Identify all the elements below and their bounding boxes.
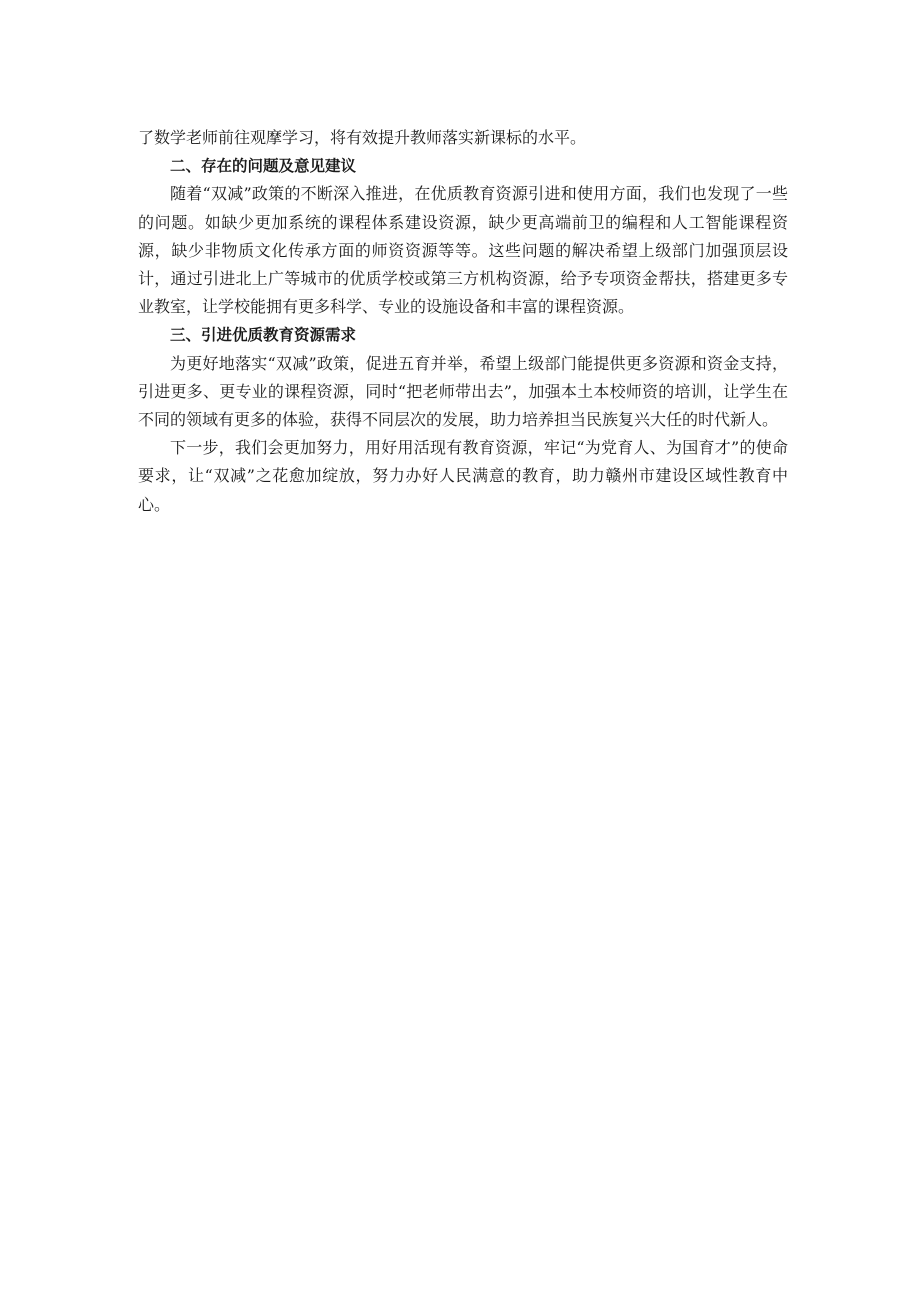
section-heading-problems: 二、存在的问题及意见建议: [170, 157, 357, 176]
section-heading-needs: 三、引进优质教育资源需求: [170, 326, 357, 345]
document-body: [138, 124, 788, 519]
paragraph-needs: 为更好地落实“双减”政策，促进五育并举，希望上级部门能提供更多资源和资金支持，引进更多、更专业的课程资源，同时“把老师带出去”，加强本土本校师资的培训，让学生在不同的领域有更多的体验，获得不同层次的发展，助力培养担当民族复兴大任的时代新人。: [138, 353, 788, 430]
paragraph-continuation: 了数学老师前往观摩学习，将有效提升教师落实新课标的水平。: [138, 128, 587, 147]
paragraph-next-steps: 下一步，我们会更加努力，用好用活现有教育资源，牢记“为党育人、为国育才”的使命要求，让“双减”之花愈加绽放，努力办好人民满意的教育，助力赣州市建设区域性教育中心。: [138, 438, 788, 514]
paragraph-problems: 随着“双减”政策的不断深入推进，在优质教育资源引进和使用方面，我们也发现了一些的问题。如缺少更加系统的课程体系建设资源，缺少更高端前卫的编程和人工智能课程资源，缺少非物质文化传承方面的师资资源等等。这些问题的解决希望上级部门加强顶层设计，通过引进北上广等城市的优质学校或第三方机构资源，给予专项资金帮扶，搭建更多专业教室，让学校能拥有更多科学、专业的设施设备和丰富的课程资源。: [138, 184, 788, 317]
